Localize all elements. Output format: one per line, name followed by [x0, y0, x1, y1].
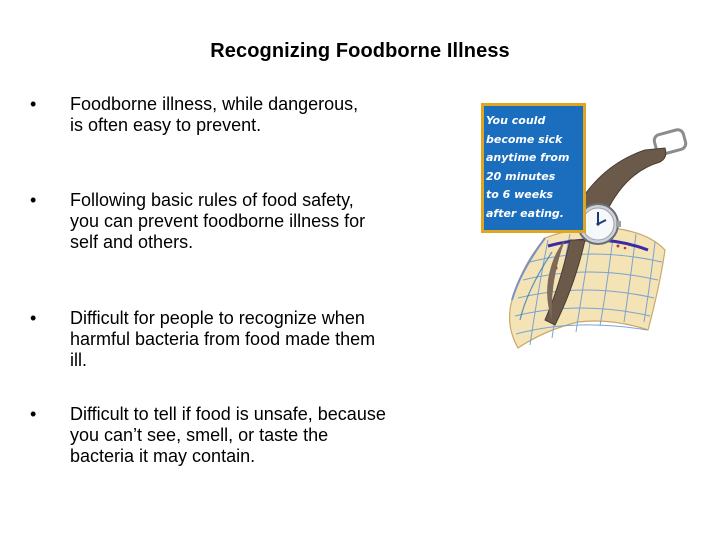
- bullet-point-icon: •: [30, 404, 37, 424]
- slide-title: Recognizing Foodborne Illness: [210, 40, 510, 62]
- bullet-point-icon: •: [30, 308, 37, 328]
- calendar-icon: [510, 228, 665, 348]
- bullet-item: [30, 308, 390, 371]
- bullet-text: Difficult to tell if food is unsafe, because you can’t see, smell, or taste the bacteria it may contain.: [70, 404, 386, 466]
- bullet-text: Following basic rules of food safety, you can prevent foodborne illness for self and others.: [70, 190, 366, 252]
- bullet-item: [30, 404, 390, 467]
- bullet-text: Difficult for people to recognize when harmful bacteria from food made them ill.: [70, 308, 376, 370]
- bullet-text: Foodborne illness, while dangerous, is often easy to prevent.: [70, 94, 359, 135]
- callout-text: You could become sick anytime from 20 minutes to 6 weeks after eating.: [486, 114, 570, 220]
- bullet-point-icon: •: [30, 190, 37, 210]
- bullet-point-icon: •: [30, 94, 37, 114]
- bullet-item: [30, 190, 370, 253]
- bullet-item: [30, 94, 370, 136]
